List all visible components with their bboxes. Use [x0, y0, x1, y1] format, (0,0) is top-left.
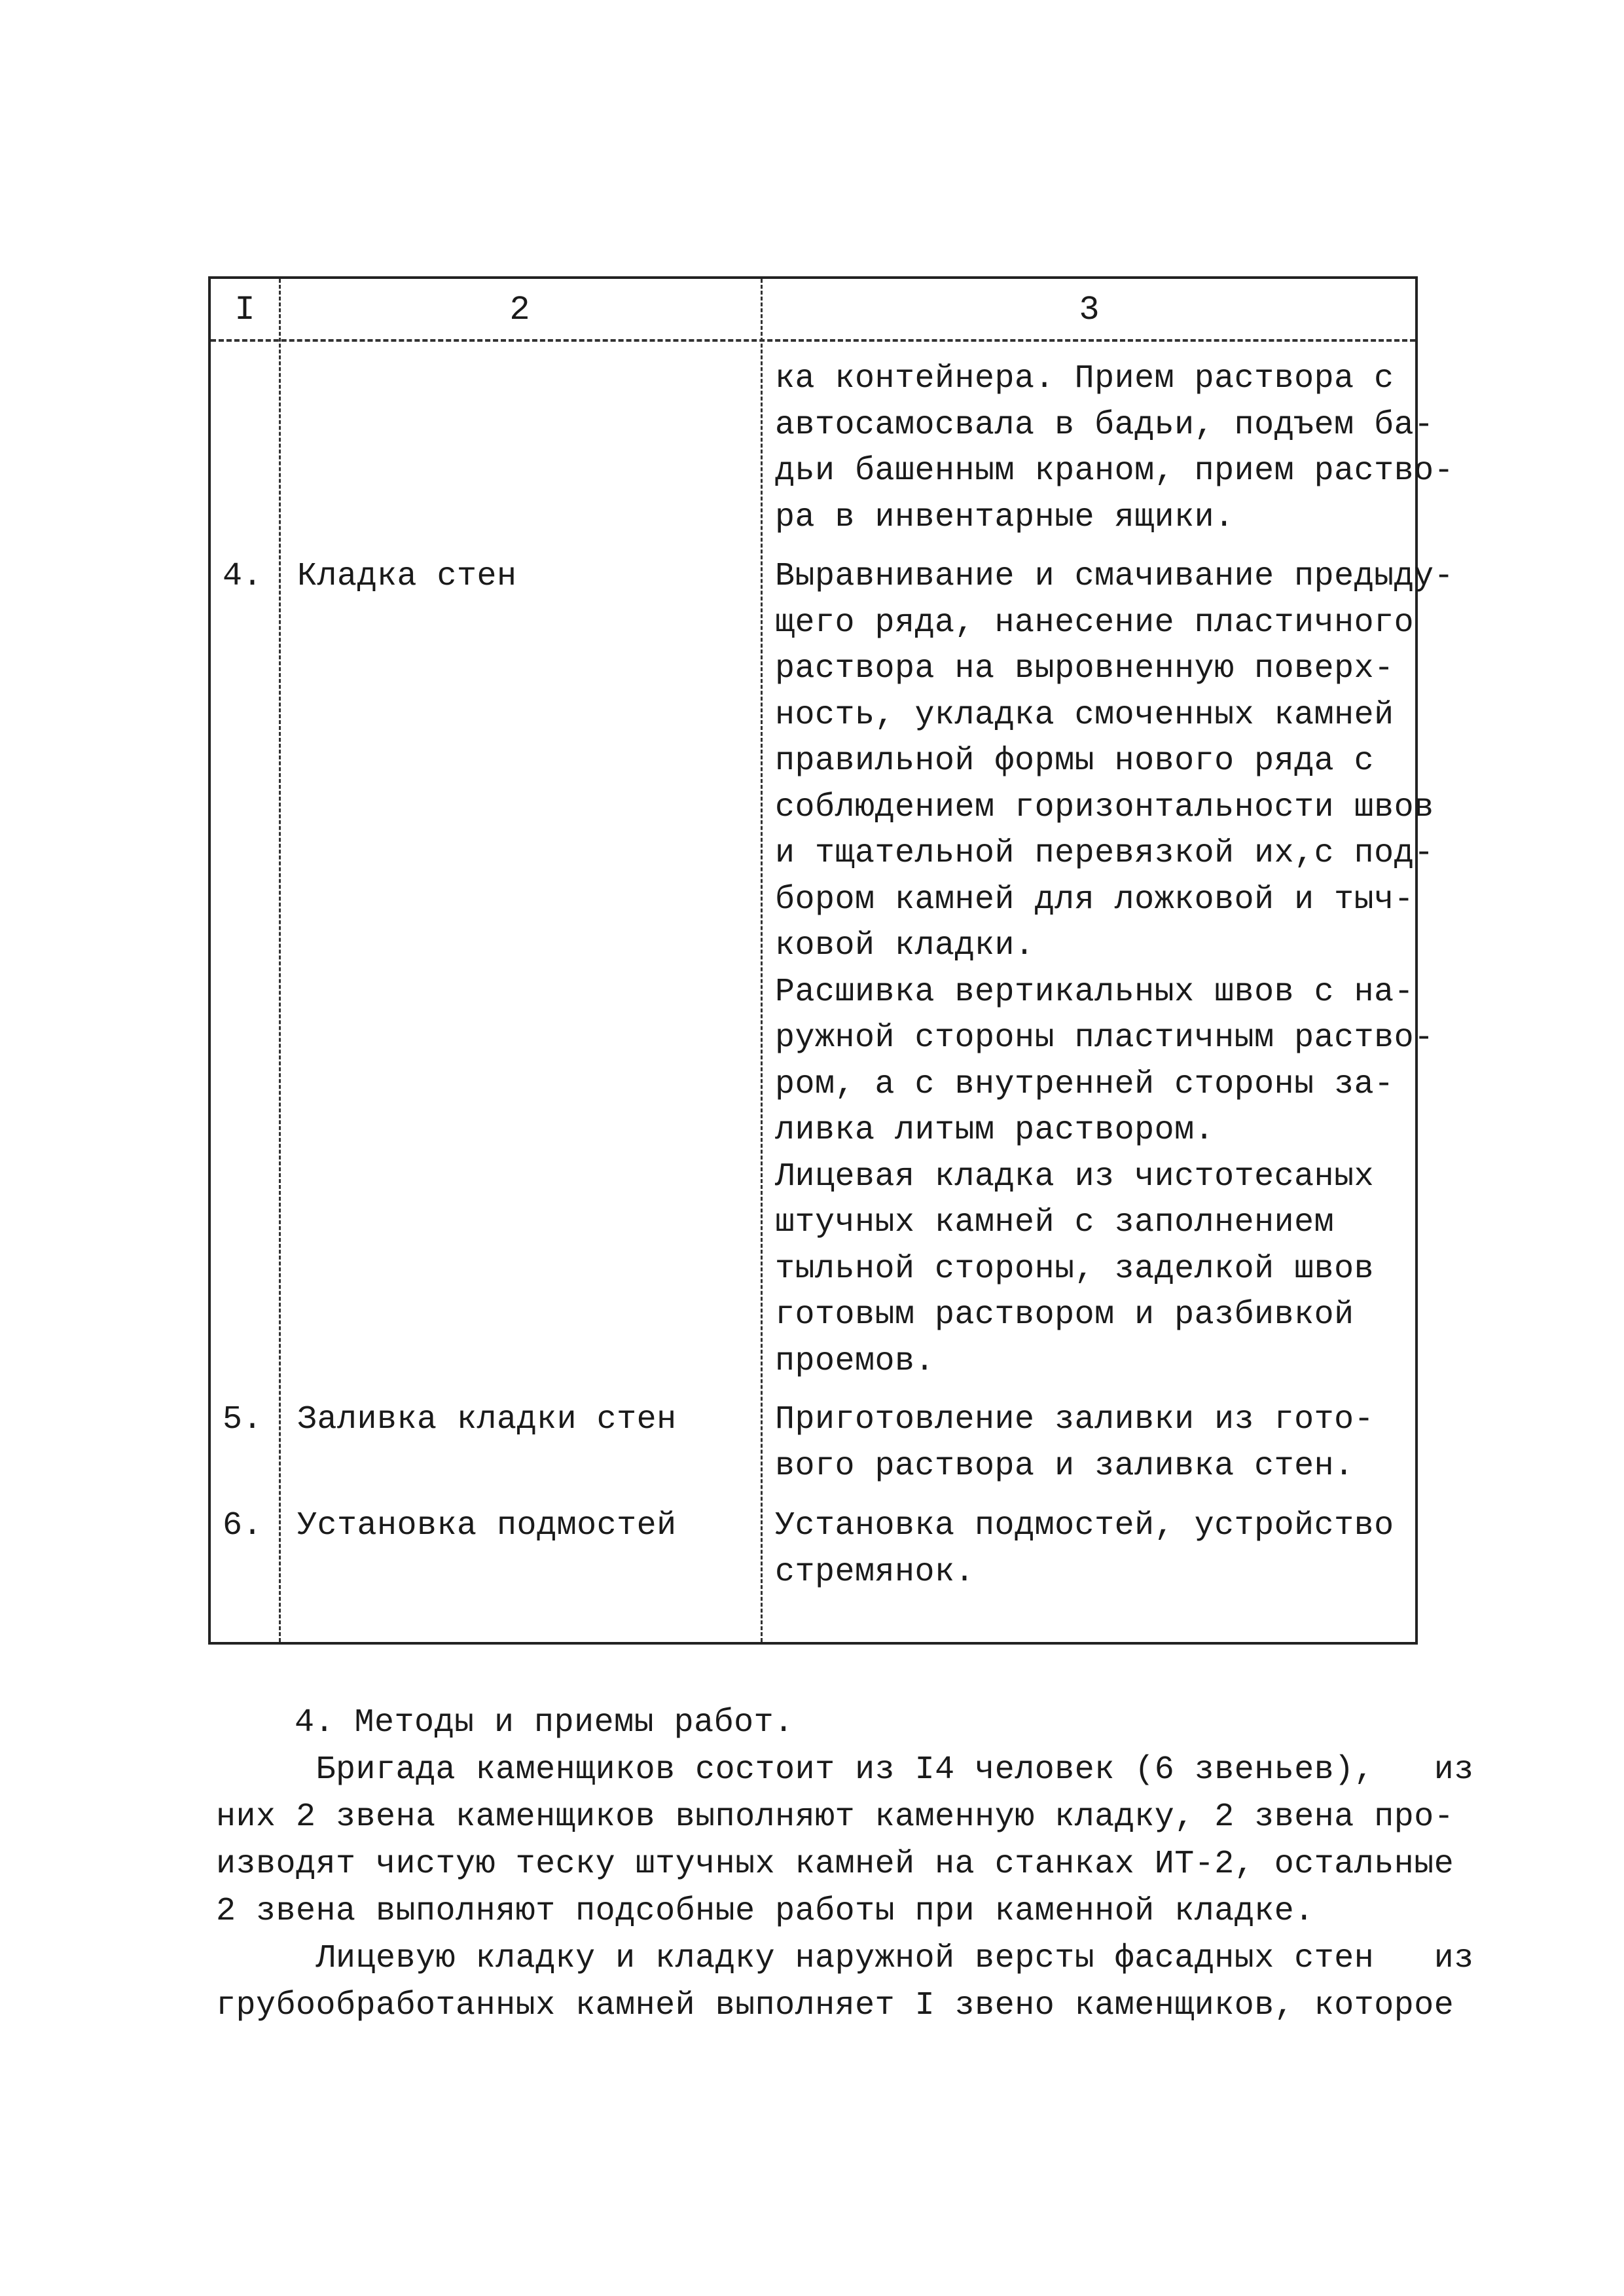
row-6-description: Установка подмостей, устройство стремянок. — [775, 1507, 1394, 1591]
row-4-description: Выравнивание и смачивание предыду- щего ряда, нанесение пластичного раствора на выровненную поверх- ность, укладка смоченных камней правильной формы нового ряда с соблюдением горизонтальности швов и тщательной перевязкой их,с под- бором камней для ложковой и тыч- ковой кладки. Расшивка вертикальных швов с на- ружной стороны пластичным раство- ром, а с внутренней стороны за- ливка литым раствором. Лицевая кладка из чистотесаных штучных камней с заполнением тыльной стороны, заделкой швов готовым раствором и разбивкой проемов. — [775, 558, 1454, 1380]
row-4-number: 4. — [223, 558, 263, 595]
paragraph-brigade: Бригада каменщиков состоит из I4 человек (6 звеньев), из них 2 звена каменщиков выполняют каменную кладку, 2 звена про- изводят чистую теску штучных камней на станках ИТ-2, остальные 2 звена выполняют подсобные работы при каменной кладке. — [216, 1751, 1474, 1930]
column-header-2: 2 — [509, 291, 530, 329]
row-6-number: 6. — [223, 1507, 263, 1544]
section-heading: 4. Методы и приемы работ. — [295, 1704, 794, 1741]
column-header-3: 3 — [1079, 291, 1100, 329]
row-5-description: Приготовление заливки из гото- вого раствора и заливка стен. — [775, 1401, 1375, 1485]
row-5-name: Заливка кладки стен — [297, 1401, 677, 1438]
column-divider — [761, 279, 763, 1642]
work-operations-table — [208, 276, 1454, 1645]
row-5-number: 5. — [223, 1401, 263, 1438]
row-6-name: Установка подмостей — [297, 1507, 677, 1544]
column-header-1: I — [234, 291, 255, 329]
paragraph-facing-masonry: Лицевую кладку и кладку наружной версты фасадных стен из грубообработанных камней выполняет I звено каменщиков, которое — [216, 1940, 1474, 2024]
row-continuation-description: ка контейнера. Прием раствора с автосамосвала в бадьи, подъем ба- дьи башенным краном, прием раство- ра в инвентарные ящики. — [775, 360, 1454, 536]
header-divider — [211, 339, 1415, 342]
column-divider — [279, 279, 281, 1642]
row-4-name: Кладка стен — [297, 558, 517, 595]
